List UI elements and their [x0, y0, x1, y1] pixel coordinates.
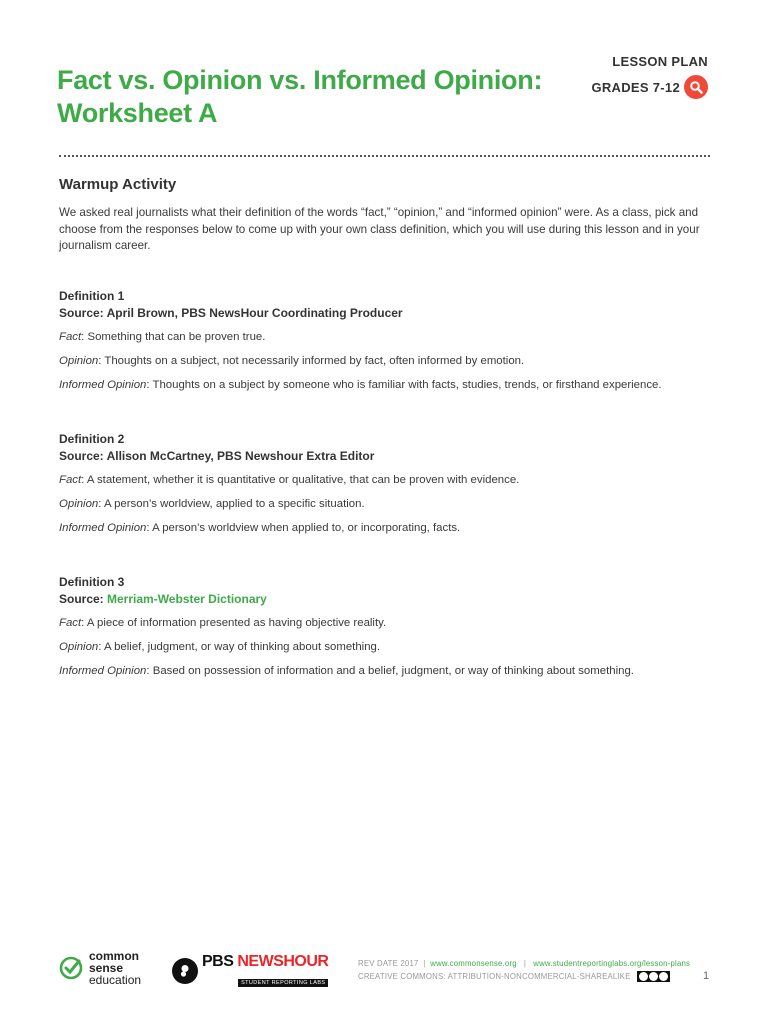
definition-1	[59, 288, 719, 393]
merriam-webster-link[interactable]: Merriam-Webster Dictionary	[107, 591, 267, 606]
fact-line: Fact: A piece of information presented as having objective reality.	[59, 617, 387, 629]
lesson-plan-label: LESSON PLAN	[612, 54, 708, 69]
grades-label: GRADES 7-12	[591, 79, 680, 95]
commonsense-link[interactable]: www.commonsense.org	[430, 959, 517, 968]
checkmark-icon	[59, 956, 83, 980]
definition-heading: Definition 3	[59, 575, 125, 589]
search-icon	[684, 75, 708, 99]
page-number: 1	[703, 970, 710, 982]
page-title	[57, 64, 557, 130]
fact-line: Fact: A statement, whether it is quantitative or qualitative, that can be proven with evidence.	[59, 474, 520, 486]
definition-source: Source: April Brown, PBS NewsHour Coordinating Producer	[59, 305, 403, 320]
lesson-plan-tag	[591, 54, 708, 99]
title-line-1: Fact vs. Opinion vs. Informed Opinion:	[57, 65, 543, 95]
title-line-2: Worksheet A	[57, 98, 218, 128]
srl-label: STUDENT REPORTING LABS	[238, 979, 328, 987]
definition-source: Source: Allison McCartney, PBS Newshour Extra Editor	[59, 448, 375, 463]
informed-opinion-line: Informed Opinion: Thoughts on a subject by someone who is familiar with facts, studies, trends, or firsthand experience.	[59, 379, 662, 391]
common-sense-logo	[59, 950, 141, 986]
pbs-newshour-wordmark: PBS NEWSHOUR	[202, 953, 329, 970]
cc-license-icon	[637, 971, 670, 982]
definition-heading: Definition 2	[59, 432, 125, 446]
definition-2	[59, 431, 719, 536]
license-text: CREATIVE COMMONS: ATTRIBUTION-NONCOMMERCIAL-SHAREALIKE	[358, 972, 631, 981]
definition-3	[59, 574, 719, 679]
informed-opinion-line: Informed Opinion: A person’s worldview when applied to, or incorporating, facts.	[59, 522, 461, 534]
common-sense-wordmark: common sense education	[89, 949, 142, 987]
fact-line: Fact: Something that can be proven true.	[59, 331, 266, 343]
opinion-line: Opinion: Thoughts on a subject, not necessarily informed by fact, often informed by emotion.	[59, 355, 525, 367]
footer-info: REV DATE 2017 | www.commonsense.org | www.studentreportinglabs.org/lesson-plans CREATIVE COMMONS: ATTRIBUTION-NONCOMMERCIAL-SHAREALIKE	[358, 959, 691, 981]
pbs-head-icon	[172, 958, 198, 984]
warmup-intro: We asked real journalists what their definition of the words “fact,” “opinion,” and “informed opinion” were. As a class, pick and choose from the responses below to come up with your own class definition, which you will use during this lesson and in your journalism career.	[59, 206, 700, 253]
warmup-heading: Warmup Activity	[59, 176, 177, 193]
informed-opinion-line: Informed Opinion: Based on possession of information and a belief, judgment, or way of thinking about something.	[59, 665, 634, 677]
definition-heading: Definition 1	[59, 289, 125, 303]
pbs-newshour-logo	[172, 953, 328, 989]
opinion-line: Opinion: A belief, judgment, or way of thinking about something.	[59, 641, 381, 653]
grades-row	[591, 75, 708, 99]
srl-link[interactable]: www.studentreportinglabs.org/lesson-plans	[533, 959, 691, 968]
rev-date: REV DATE 2017	[358, 959, 419, 968]
opinion-line: Opinion: A person’s worldview, applied to a specific situation.	[59, 498, 365, 510]
definition-source: Source: Merriam-Webster Dictionary	[59, 591, 267, 606]
dotted-divider	[59, 155, 710, 157]
